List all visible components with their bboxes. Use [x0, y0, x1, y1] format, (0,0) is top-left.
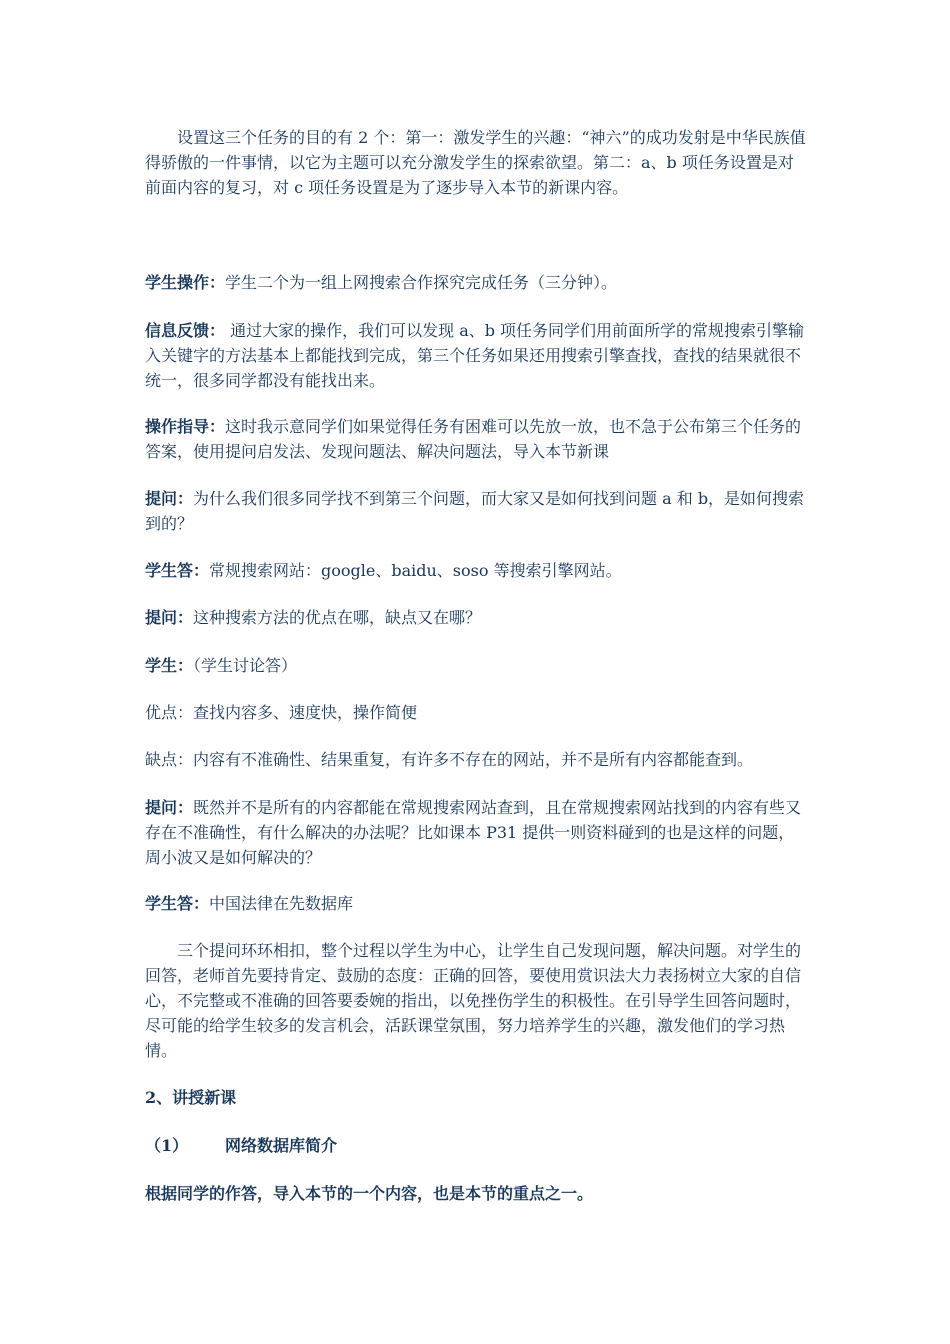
paragraph-label: 学生答： [145, 894, 210, 913]
closing-paragraph: 根据同学的作答，导入本节的一个内容，也是本节的重点之一。 [145, 1184, 594, 1203]
question-paragraph-1 [145, 486, 807, 536]
subsection-heading [145, 1133, 807, 1158]
question-paragraph-2 [145, 605, 807, 630]
subsection-number: （1） [145, 1136, 189, 1155]
paragraph-text: 中国法律在先数据库 [209, 894, 354, 913]
paragraph-label: 学生操作： [145, 273, 226, 292]
intro-paragraph: 设置这三个任务的目的有 2 个：第一：激发学生的兴趣：“神六”的成功发射是中华民族值得骄傲的一件事情，以它为主题可以充分激发学生的探索欲望。第二：a、b 项任务设置是对前面内容的复习，对 c 项任务设置是为了逐步导入本节的新课内容。 [145, 128, 806, 197]
paragraph-label: 提问： [145, 489, 194, 508]
answer-paragraph-2 [145, 891, 807, 916]
paragraph-text: 学生二个为一组上网搜索合作探究完成任务（三分钟）。 [225, 273, 618, 292]
paragraph-label: 学生： [145, 656, 194, 675]
paragraph-label: 提问： [145, 798, 194, 817]
paragraph-text: 这种搜索方法的优点在哪，缺点又在哪？ [193, 608, 482, 627]
feedback-paragraph [145, 318, 807, 393]
cons-paragraph: 缺点：内容有不准确性、结果重复，有许多不存在的网站，并不是所有内容都能查到。 [145, 750, 754, 769]
paragraph-label: 操作指导： [145, 417, 226, 436]
paragraph-text: 既然并不是所有的内容都能在常规搜索网站查到，且在常规搜索网站找到的内容有些又存在不准确性，有什么解决的办法呢？比如课本 P31 提供一则资料碰到的也是这样的问题，周小波又是如何解决的？ [145, 798, 802, 867]
subsection-title: 网络数据库简介 [225, 1136, 338, 1155]
paragraph-text: 这时我示意同学们如果觉得任务有困难可以先放一放，也不急于公布第三个任务的答案，使用提问启发法、发现问题法、解决问题法，导入本节新课 [145, 417, 802, 461]
student-operation-paragraph [145, 270, 807, 295]
paragraph-text: 通过大家的操作，我们可以发现 a、b 项任务同学们用前面所学的常规搜索引擎输入关键字的方法基本上都能找到完成，第三个任务如果还用搜索引擎查找，查找的结果就很不统一，很多同学都没有能找出来。 [145, 321, 805, 390]
paragraph-text: 常规搜索网站：google、baidu、soso 等搜索引擎网站。 [209, 561, 622, 580]
guidance-paragraph [145, 414, 807, 464]
student-discussion-paragraph [145, 653, 807, 678]
paragraph-text: 为什么我们很多同学找不到第三个问题，而大家又是如何找到问题 a 和 b，是如何搜索到的？ [145, 489, 805, 533]
question-paragraph-3 [145, 795, 807, 870]
paragraph-label: 学生答： [145, 561, 210, 580]
summary-paragraph: 三个提问环环相扣，整个过程以学生为中心，让学生自己发现问题，解决问题。对学生的回答，老师首先要持肯定、鼓励的态度：正确的回答，要使用赏识法大力表扬树立大家的自信心，不完整或不准确的回答要委婉的指出，以免挫伤学生的积极性。在引导学生回答问题时，尽可能的给学生较多的发言机会，活跃课堂氛围，努力培养学生的兴趣，激发他们的学习热情。 [145, 941, 802, 1060]
paragraph-label: 提问： [145, 608, 194, 627]
section-heading: 2、讲授新课 [145, 1088, 237, 1107]
answer-paragraph-1 [145, 558, 807, 583]
paragraph-text: （学生讨论答） [193, 656, 298, 675]
paragraph-label: 信息反馈： [145, 321, 226, 340]
pros-paragraph: 优点：查找内容多、速度快，操作简便 [145, 703, 418, 722]
